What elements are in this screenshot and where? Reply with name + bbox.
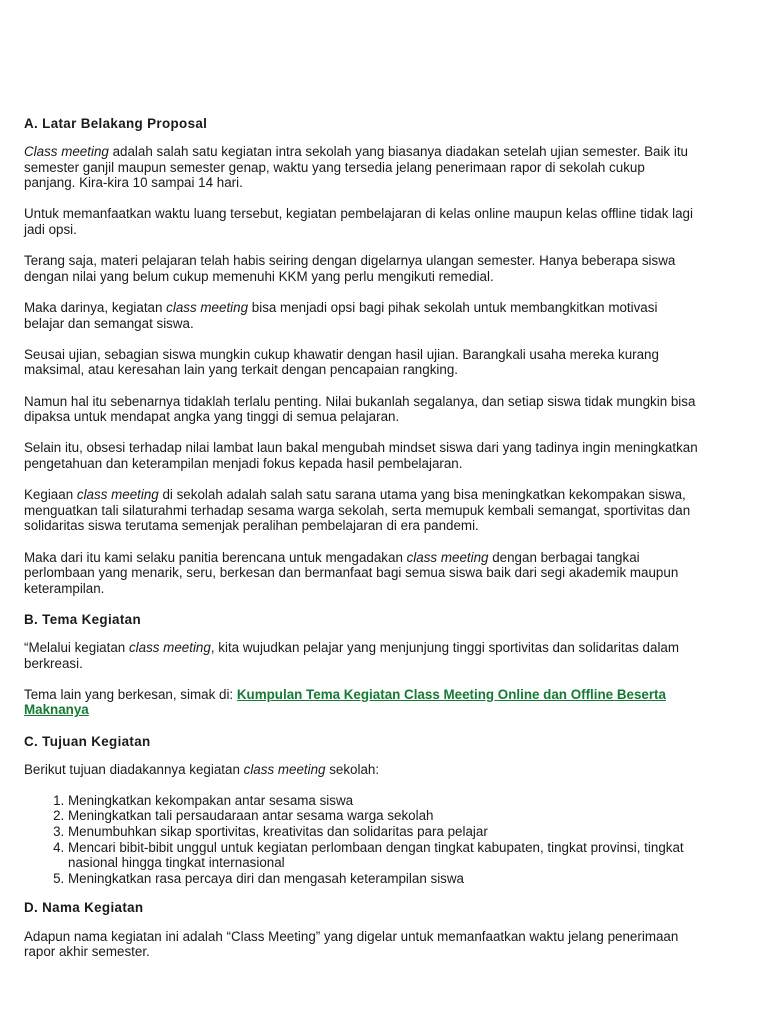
italic-term: class meeting bbox=[128, 640, 211, 655]
paragraph: Maka dari itu kami selaku panitia berencana untuk mengadakan class meeting dengan berbagai tangkai perlombaan yang menarik, seru, berkesan dan bermanfaat bagi semua siswa baik dari segi akademik maupun keterampilan. bbox=[24, 549, 679, 596]
list-item: 4. Mencari bibit-bibit unggul untuk kegiatan perlombaan dengan tingkat kabupaten, tingkat provinsi, tingkat nasional hingga tingkat internasional bbox=[68, 840, 698, 871]
list-item: 1. Meningkatkan kekompakan antar sesama siswa bbox=[68, 793, 698, 809]
italic-term: class meeting bbox=[243, 761, 326, 777]
section-d-heading: D. Nama Kegiatan bbox=[24, 900, 144, 916]
list-item: 3. Menumbuhkan sikap sportivitas, kreativitas dan solidaritas para pelajar bbox=[68, 824, 698, 840]
paragraph: Namun hal itu sebenarnya tidaklah terlalu penting. Nilai bukanlah segalanya, dan setiap siswa tidak mungkin bisa dipaksa untuk mendapat angka yang tinggi di semua pelajaran. bbox=[24, 393, 696, 425]
paragraph: Terang saja, materi pelajaran telah habis seiring dengan digelarnya ulangan semester. Hanya beberapa siswa dengan nilai yang belum cukup memenuhi KKM yang perlu mengikuti remedial. bbox=[24, 253, 676, 284]
list-item: 5. Meningkatkan rasa percaya diri dan mengasah keterampilan siswa bbox=[68, 871, 698, 887]
list-item: 2. Meningkatkan tali persaudaraan antar sesama warga sekolah bbox=[68, 808, 698, 824]
paragraph: Adapun nama kegiatan ini adalah “Class Meeting” yang digelar untuk memanfaatkan waktu jelang penerimaan rapor akhir semester. bbox=[24, 928, 679, 960]
goals-intro: Berikut tujuan diadakannya kegiatan class meeting sekolah: bbox=[24, 761, 380, 777]
related-paragraph: Tema lain yang berkesan, simak di: Kumpulan Tema Kegiatan Class Meeting Online dan Offline Beserta Maknanya bbox=[24, 686, 666, 718]
paragraph: Untuk memanfaatkan waktu luang tersebut, kegiatan pembelajaran di kelas online maupun kelas offline tidak lagi jadi opsi. bbox=[24, 206, 693, 238]
italic-term: Class meeting bbox=[24, 144, 109, 160]
related-article-link[interactable]: Kumpulan Tema Kegiatan Class Meeting Online dan Offline Beserta Maknanya bbox=[24, 686, 666, 718]
goals-list bbox=[24, 793, 698, 887]
paragraph: Class meeting adalah salah satu kegiatan intra sekolah yang biasanya diadakan setelah ujian semester. Baik itu semester ganjil maupun semester genap, waktu yang tersedia jelang penerimaan rapor di sekolah cukup panjang. Kira-kira 10 sampai 14 hari. bbox=[24, 144, 688, 191]
italic-term: class meeting bbox=[406, 549, 489, 565]
italic-term: class meeting bbox=[166, 300, 249, 316]
paragraph: Kegiaan class meeting di sekolah adalah salah satu sarana utama yang bisa meningkatkan kekompakan siswa, menguatkan tali silaturahmi terhadap sesama warga sekolah, serta memupuk kembali semangat, sportivitas dan solidaritas siswa terutama semenjak peralihan pembelajaran di era pandemi. bbox=[24, 487, 691, 534]
theme-quote: “Melalui kegiatan class meeting, kita wujudkan pelajar yang menjunjung tinggi sportivitas dan solidaritas dalam berkreasi. bbox=[24, 640, 680, 671]
italic-term: class meeting bbox=[76, 487, 159, 503]
paragraph: Selain itu, obsesi terhadap nilai lambat laun bakal mengubah mindset siswa dari yang tadinya ingin meningkatkan pengetahuan dan keterampilan menjadi fokus kepada hasil pembelajaran. bbox=[24, 440, 698, 471]
section-b-heading: B. Tema Kegiatan bbox=[24, 611, 141, 627]
paragraph: Seusai ujian, sebagian siswa mungkin cukup khawatir dengan hasil ujian. Barangkali usaha mereka kurang maksimal, atau keresahan lain yang terkait dengan pencapaian rangking. bbox=[24, 346, 659, 378]
paragraph: Maka darinya, kegiatan class meeting bisa menjadi opsi bagi pihak sekolah untuk membangkitkan motivasi belajar dan semangat siswa. bbox=[24, 300, 658, 331]
section-c-heading: C. Tujuan Kegiatan bbox=[24, 733, 151, 749]
section-a-heading: A. Latar Belakang Proposal bbox=[24, 116, 208, 131]
